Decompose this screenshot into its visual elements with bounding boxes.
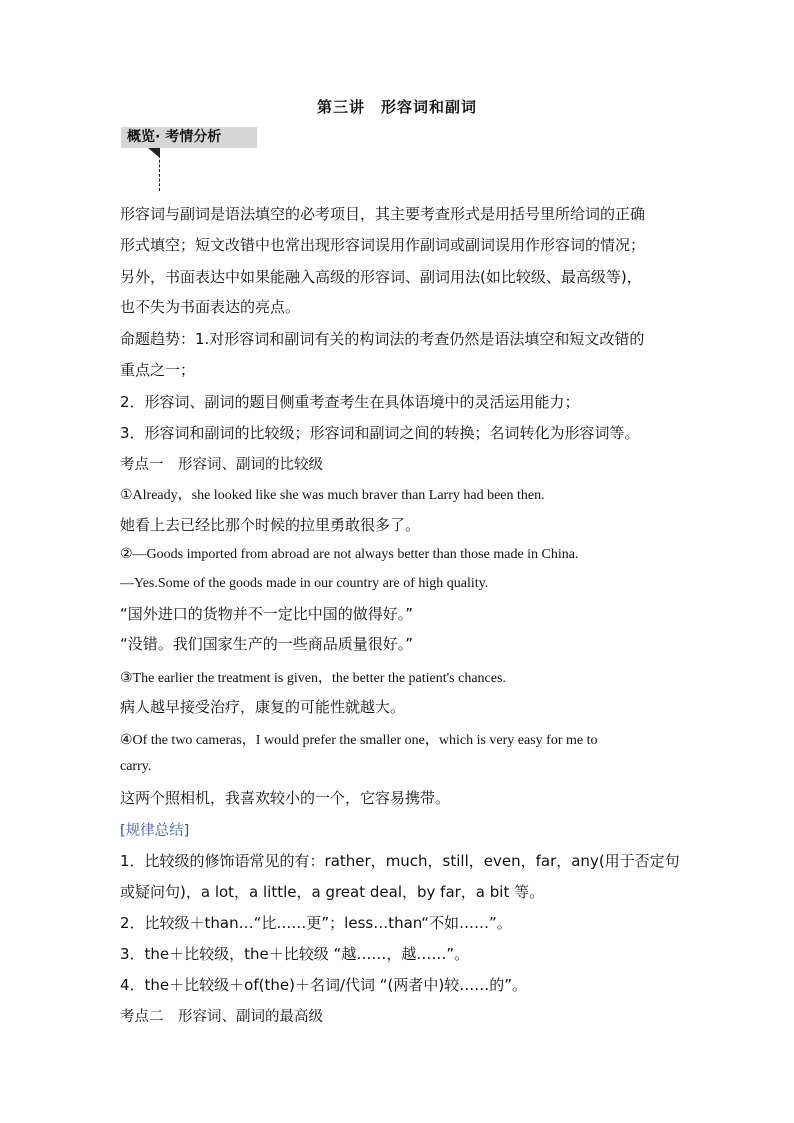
example-translation: “没错。我们国家生产的一些商品质量很好。” [120,635,414,653]
trend-line: 重点之一； [120,361,196,379]
rule-line: 2．比较级＋than…“比……更”；less…than“不如……”。 [120,914,512,932]
badge-dashed-line [159,155,160,191]
example-sentence: ③The earlier the treatment is given，the better the patient's chances. [120,671,506,686]
overview-line: 形式填空；短文改错中也常出现形容词误用作副词或副词误用作形容词的情况； [120,236,646,254]
example-sentence: carry. [120,759,152,774]
overview-line: 另外，书面表达中如果能融入高级的形容词、副词用法(如比较级、最高级等)， [120,268,642,286]
page-title: 第三讲 形容词和副词 [316,98,477,116]
section-heading: 考点二 形容词、副词的最高级 [120,1009,323,1025]
trend-line: 2．形容词、副词的题目侧重考查考生在具体语境中的灵活运用能力； [120,393,580,411]
rule-line: 或疑问句)，a lot，a little，a great deal，by far，a bit 等。 [120,883,545,901]
example-translation: 这两个照相机，我喜欢较小的一个，它容易携带。 [120,789,451,807]
example-translation: “国外进口的货物并不一定比中国的做得好。” [120,605,414,623]
overview-badge: 概览· 考情分析 [121,127,257,148]
trend-line: 命题趋势：1.对形容词和副词有关的构词法的考查仍然是语法填空和短文改错的 [120,330,645,348]
section-heading: 考点一 形容词、副词的比较级 [120,457,323,473]
example-sentence: ②—Goods imported from abroad are not always better than those made in China. [120,547,579,562]
rule-line: 1．比较级的修饰语常见的有：rather，much，still，even，far，any(用于否定句 [120,852,680,870]
example-sentence: —Yes.Some of the goods made in our country are of high quality. [120,576,489,591]
overview-line: 形容词与副词是语法填空的必考项目，其主要考查形式是用括号里所给词的正确 [120,205,646,223]
rule-line: 3．the＋比较级，the＋比较级 “越……，越……”。 [120,945,470,963]
example-sentence: ④Of the two cameras，I would prefer the smaller one，which is very easy for me to [120,733,598,748]
overview-line: 也不失为书面表达的亮点。 [120,298,301,316]
example-translation: 病人越早接受治疗，康复的可能性就越大。 [120,698,406,716]
rules-label: [规律总结] [120,823,190,839]
rule-line: 4．the＋比较级＋of(the)＋名词/代词 “(两者中)较……的”。 [120,976,528,994]
trend-line: 3．形容词和副词的比较级；形容词和副词之间的转换；名词转化为形容词等。 [120,424,640,442]
example-translation: 她看上去已经比那个时候的拉里勇敢很多了。 [120,516,421,534]
example-sentence: ①Already，she looked like she was much braver than Larry had been then. [120,488,545,503]
